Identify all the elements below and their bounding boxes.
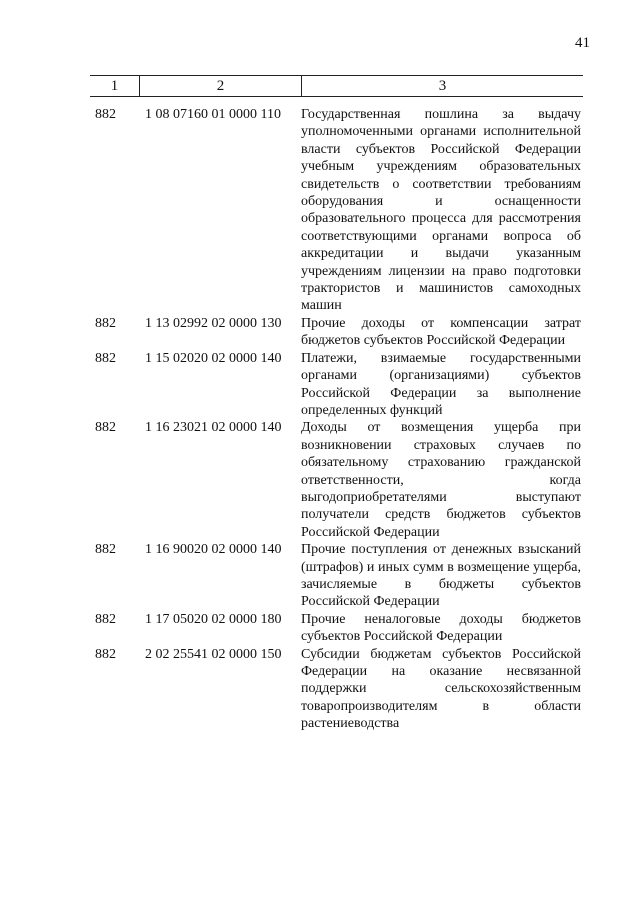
income-description: Прочие доходы от компенсации затрат бюджетов субъектов Российской Федерации [301,315,581,349]
income-description: Платежи, взимаемые государственными органами (организациями) субъектов Российской Федерации за выполнение определенных функций [301,350,581,418]
header-col-2: 2 [216,78,225,94]
budget-code: 2 02 25541 02 0000 150 [145,646,282,662]
page-number: 41 [575,35,590,51]
budget-code: 1 15 02020 02 0000 140 [145,350,282,366]
income-description: Доходы от возмещения ущерба при возникновении страховых случаев по обязательному страхованию гражданской ответственности, когда выгодоприобретателями выступают получатели средств бюджетов субъектов Российской Федерации [301,420,581,540]
table-row [90,315,583,350]
budget-code: 1 16 23021 02 0000 140 [145,420,282,436]
income-description: Государственная пошлина за выдачу уполномоченными органами исполнительной власти субъектов Российской Федерации учебным учреждениям образовательных свидетельств о соответствии требованиям оборудования и оснащенности образовательного процесса для рассмотрения соответствующими органами вопроса об аккредитации и выдачи указанным учреждениям лицензии на право подготовки трактористов и машинистов самоходных машин [301,107,581,314]
table-row [90,106,583,315]
header-col-1: 1 [110,78,119,94]
admin-code: 882 [95,107,116,122]
table-row [90,646,583,733]
admin-code: 882 [95,350,116,366]
admin-code: 882 [95,315,116,331]
budget-code: 1 13 02992 02 0000 130 [145,315,282,331]
table-row [90,611,583,646]
table-body [90,106,583,733]
header-col-3: 3 [438,78,447,94]
admin-code: 882 [95,646,116,662]
admin-code: 882 [95,611,116,627]
table-header [90,75,583,97]
admin-code: 882 [95,542,116,558]
table-row [90,419,583,541]
income-description: Прочие поступления от денежных взысканий (штрафов) и иных сумм в возмещение ущерба, зачисляемые в бюджеты субъектов Российской Федерации [301,542,581,610]
budget-code: 1 16 90020 02 0000 140 [145,542,282,558]
income-description: Субсидии бюджетам субъектов Российской Федерации на оказание несвязанной поддержки сельскохозяйственным товаропроизводителям в области растениеводства [301,646,581,732]
income-description: Прочие неналоговые доходы бюджетов субъектов Российской Федерации [301,611,581,645]
admin-code: 882 [95,420,116,436]
budget-code: 1 08 07160 01 0000 110 [145,107,281,122]
table-row [90,350,583,420]
table-row [90,541,583,611]
budget-code: 1 17 05020 02 0000 180 [145,611,282,627]
